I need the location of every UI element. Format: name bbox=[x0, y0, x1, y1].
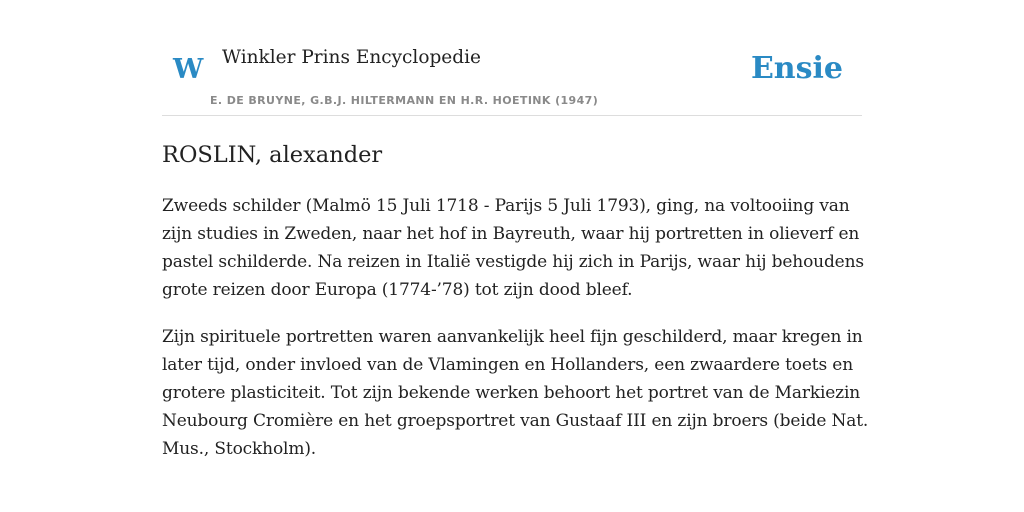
source-authors: E. DE BRUYNE, G.B.J. HILTERMANN EN H.R. HOETINK (1947) bbox=[210, 94, 599, 107]
entry-title: ROSLIN, alexander bbox=[162, 142, 383, 168]
source-logo-icon[interactable]: W bbox=[173, 54, 204, 85]
page bbox=[162, 0, 869, 512]
source-title-link[interactable]: Winkler Prins Encyclopedie bbox=[222, 47, 481, 68]
paragraph-line: pastel schilderde. Na reizen in Italië vestigde hij zich in Parijs, waar hij behoudens bbox=[162, 252, 864, 272]
entry-paragraph-2 bbox=[162, 323, 869, 463]
paragraph-line: zijn studies in Zweden, naar het hof in Bayreuth, waar hij portretten in olieverf en bbox=[162, 224, 860, 244]
entry-paragraph-1 bbox=[162, 192, 862, 304]
paragraph-line: grotere plasticiteit. Tot zijn bekende werken behoort het portret van de Markiezin bbox=[162, 383, 861, 403]
source-header bbox=[162, 0, 862, 116]
brand-logo-link[interactable]: Ensie bbox=[750, 51, 843, 86]
paragraph-line: Zijn spirituele portretten waren aanvankelijk heel fijn geschilderd, maar kregen in bbox=[162, 327, 863, 347]
paragraph-line: Mus., Stockholm). bbox=[162, 439, 317, 459]
paragraph-line: grote reizen door Europa (1774-’78) tot zijn dood bleef. bbox=[162, 280, 633, 300]
paragraph-line: later tijd, onder invloed van de Vlamingen en Hollanders, een zwaardere toets en bbox=[162, 355, 854, 375]
paragraph-line: Neubourg Cromière en het groepsportret van Gustaaf III en zijn broers (beide Nat. bbox=[162, 411, 869, 431]
paragraph-line: Zweeds schilder (Malmö 15 Juli 1718 - Parijs 5 Juli 1793), ging, na voltooiing van bbox=[162, 196, 850, 216]
entry-body bbox=[162, 192, 869, 482]
